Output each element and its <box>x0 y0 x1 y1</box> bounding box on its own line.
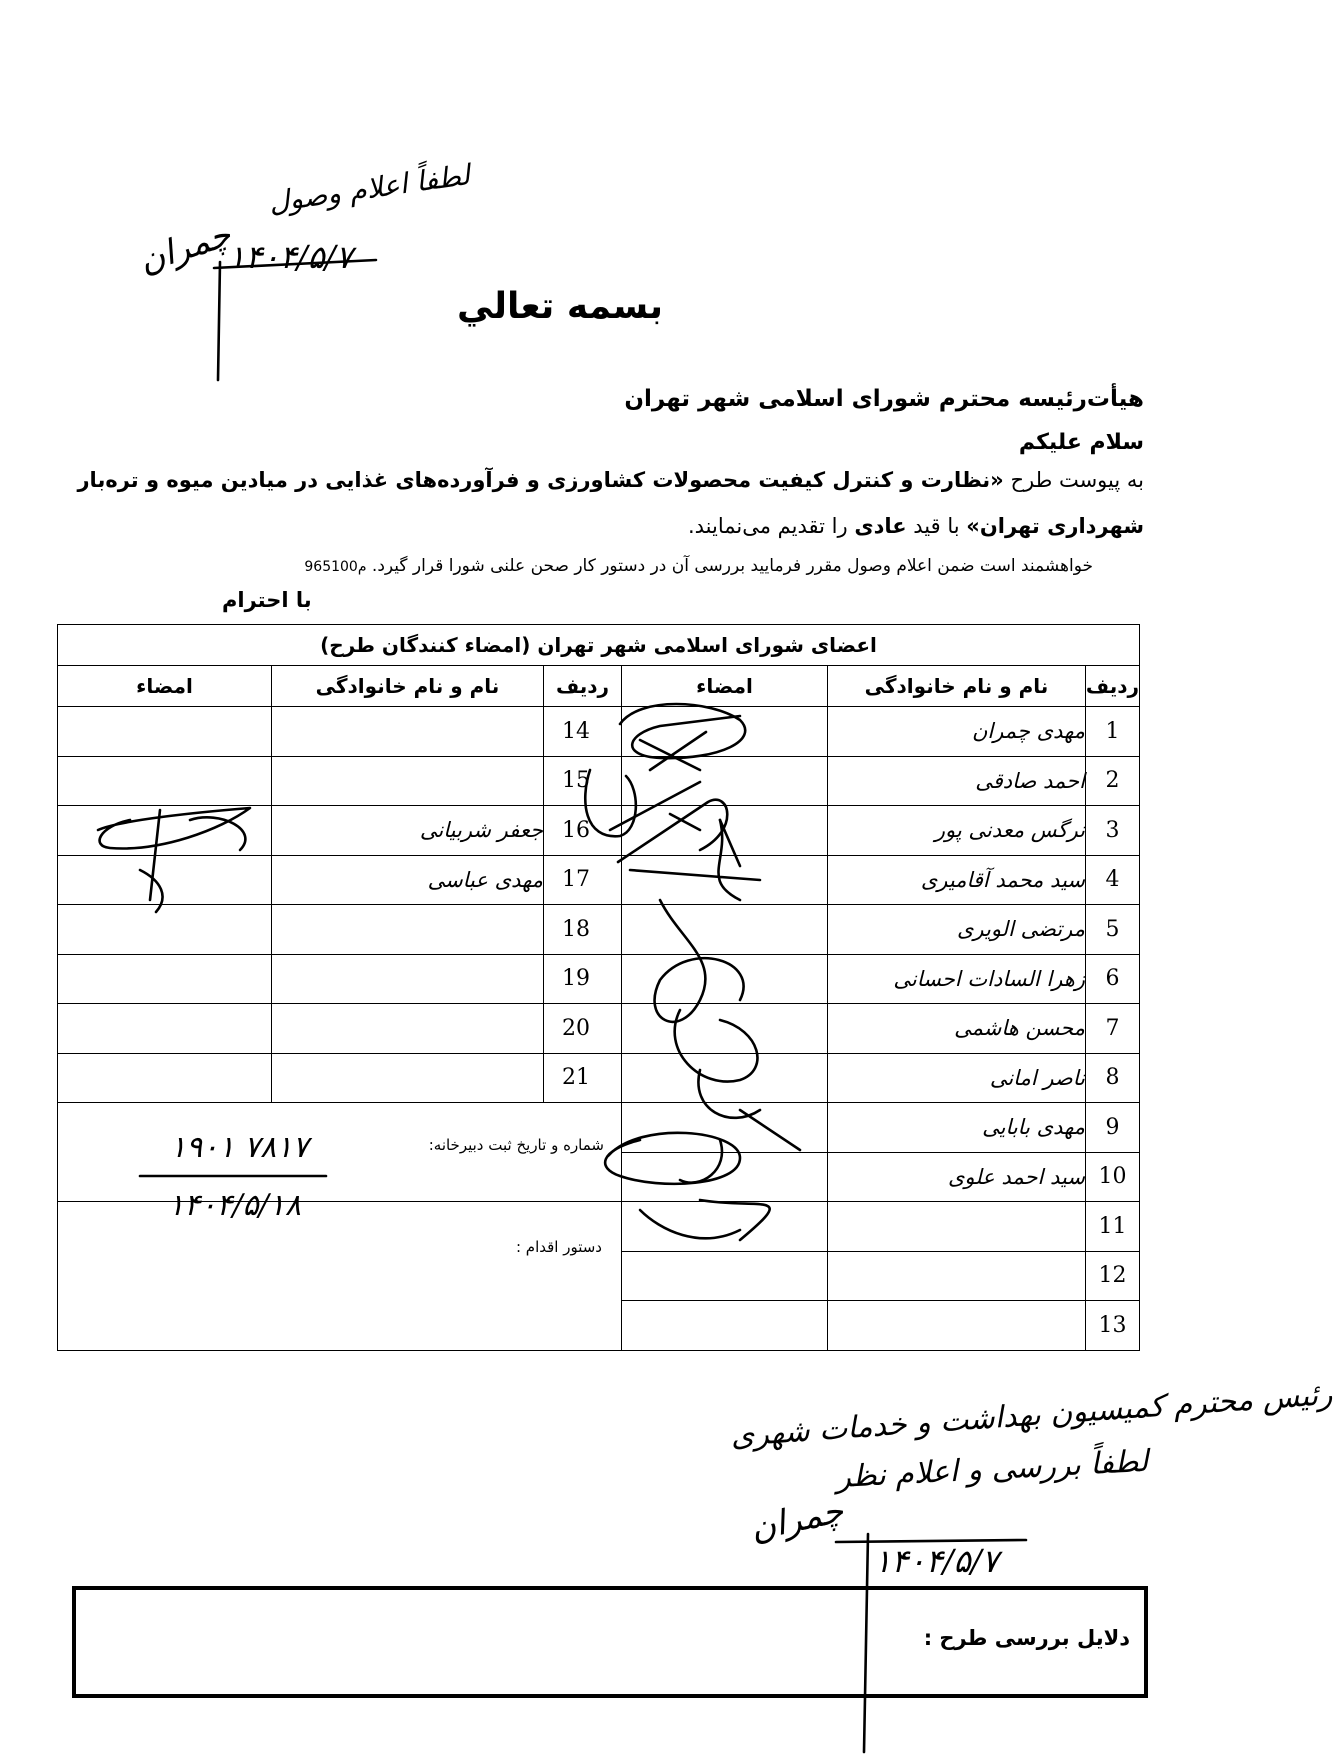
action-cell <box>58 1202 622 1351</box>
row-number: 15 <box>544 756 622 806</box>
row-number: 9 <box>1086 1103 1140 1153</box>
signature-cell <box>622 756 828 806</box>
signature-cell <box>622 1301 828 1351</box>
row-number: 12 <box>1086 1251 1140 1301</box>
ref-code: م965100 <box>304 559 367 575</box>
member-name: سید محمد آقامیری <box>828 855 1086 905</box>
signature-cell <box>58 954 272 1004</box>
registry-number: ۱۹۰۱ ۷۸۱۷ <box>170 1130 309 1165</box>
top-handwritten-note: لطفاً اعلام وصول <box>266 158 472 219</box>
bottom-note-date: ۱۴۰۴/۵/۷ <box>874 1542 999 1580</box>
row-number: 19 <box>544 954 622 1004</box>
signature-cell <box>58 806 272 856</box>
row-number: 1 <box>1086 707 1140 757</box>
signature-cell <box>622 1202 828 1252</box>
row-number: 14 <box>544 707 622 757</box>
signature-cell <box>622 1152 828 1202</box>
page-heading: بسمه تعالي <box>457 286 663 327</box>
body-line-2 <box>688 514 1144 538</box>
bottom-note-line-1: رئیس محترم کمیسیون بهداشت و خدمات شهری <box>729 1377 1334 1454</box>
col-header-row: ردیف <box>1086 666 1140 707</box>
row-number: 8 <box>1086 1053 1140 1103</box>
addressee: هیأت‌رئیسه محترم شورای اسلامی شهر تهران <box>624 386 1144 412</box>
row-number: 5 <box>1086 905 1140 955</box>
member-name <box>272 707 544 757</box>
table-row <box>58 954 1140 1004</box>
table-row <box>58 756 1140 806</box>
plan-title-part1: «نظارت و کنترل کیفیت محصولات کشاورزی و فرآورده‌های غذایی در میادین میوه و تره‌بار <box>77 468 1004 492</box>
member-name: مهدی عباسی <box>272 855 544 905</box>
signature-cell <box>622 954 828 1004</box>
member-name: نرگس معدنی پور <box>828 806 1086 856</box>
registry-label: شماره و تاریخ ثبت دبیرخانه: <box>428 1136 604 1154</box>
signature-cell <box>58 1004 272 1054</box>
review-label: دلایل بررسی طرح : <box>923 1626 1130 1650</box>
signature-cell <box>622 806 828 856</box>
top-note-signature-name: چمران <box>134 214 236 282</box>
greeting: سلام علیکم <box>1018 430 1144 455</box>
member-name: زهرا السادات احسانی <box>828 954 1086 1004</box>
member-name <box>272 954 544 1004</box>
table-row <box>58 855 1140 905</box>
member-name <box>272 756 544 806</box>
col-header-sign-2: امضاء <box>58 666 272 707</box>
member-name: ناصر امانی <box>828 1053 1086 1103</box>
member-name: جعفر شربیانی <box>272 806 544 856</box>
table-row <box>58 1053 1140 1103</box>
signature-cell <box>58 707 272 757</box>
signature-cell <box>58 756 272 806</box>
request-line <box>304 556 1093 576</box>
row-number: 13 <box>1086 1301 1140 1351</box>
member-name: مهدی بابایی <box>828 1103 1086 1153</box>
signature-cell <box>622 1103 828 1153</box>
member-name <box>828 1301 1086 1351</box>
row-number: 18 <box>544 905 622 955</box>
row-number: 11 <box>1086 1202 1140 1252</box>
row-number: 16 <box>544 806 622 856</box>
member-name <box>272 1053 544 1103</box>
row-number: 7 <box>1086 1004 1140 1054</box>
member-name <box>828 1251 1086 1301</box>
row-number: 3 <box>1086 806 1140 856</box>
member-name <box>828 1202 1086 1252</box>
member-name: محسن هاشمی <box>828 1004 1086 1054</box>
col-header-name-2: نام و نام خانوادگی <box>272 666 544 707</box>
col-header-row-2: ردیف <box>544 666 622 707</box>
table-title: اعضای شورای اسلامی شهر تهران (امضاء کنندگان طرح) <box>58 625 1140 666</box>
member-name <box>272 905 544 955</box>
action-label: دستور اقدام : <box>515 1238 602 1256</box>
plan-title-part2: شهرداری تهران» <box>966 514 1144 538</box>
col-header-sign: امضاء <box>622 666 828 707</box>
row-number: 4 <box>1086 855 1140 905</box>
signature-cell <box>58 905 272 955</box>
priority-value: عادی <box>854 514 907 538</box>
member-name <box>272 1004 544 1054</box>
request-text: خواهشمند است ضمن اعلام وصول مقرر فرمایید بررسی آن در دستور کار صحن علنی شورا قرار گیرد. <box>371 556 1093 576</box>
top-note-date: ۱۴۰۴/۵/۷ <box>228 238 353 276</box>
member-name: مرتضی الویری <box>828 905 1086 955</box>
table-row <box>58 707 1140 757</box>
body-suffix: را تقدیم می‌نمایند. <box>687 514 848 538</box>
bottom-note-line-2: لطفاً بررسی و اعلام نظر <box>835 1443 1150 1496</box>
signature-cell <box>622 707 828 757</box>
bottom-note-name: چمران <box>746 1490 847 1550</box>
body-mid: با قید <box>913 514 960 538</box>
table-row <box>58 806 1140 856</box>
row-number: 21 <box>544 1053 622 1103</box>
signature-cell <box>622 855 828 905</box>
signature-cell <box>622 905 828 955</box>
row-number: 17 <box>544 855 622 905</box>
registry-date: ۱۴۰۴/۵/۱۸ <box>168 1188 302 1223</box>
signature-cell <box>622 1004 828 1054</box>
signature-cell <box>58 855 272 905</box>
member-name: مهدی چمران <box>828 707 1086 757</box>
row-number: 2 <box>1086 756 1140 806</box>
signature-cell <box>622 1053 828 1103</box>
table-row <box>58 905 1140 955</box>
row-number: 6 <box>1086 954 1140 1004</box>
body-line-1 <box>77 468 1144 492</box>
table-row <box>58 1004 1140 1054</box>
member-name: سید احمد علوی <box>828 1152 1086 1202</box>
row-number: 20 <box>544 1004 622 1054</box>
signature-cell <box>58 1053 272 1103</box>
review-box <box>72 1586 1148 1698</box>
body-prefix: به پیوست طرح <box>1010 468 1144 492</box>
signature-cell <box>622 1251 828 1301</box>
member-name: احمد صادقی <box>828 756 1086 806</box>
closing: با احترام <box>222 588 312 612</box>
row-number: 10 <box>1086 1152 1140 1202</box>
col-header-name: نام و نام خانوادگی <box>828 666 1086 707</box>
